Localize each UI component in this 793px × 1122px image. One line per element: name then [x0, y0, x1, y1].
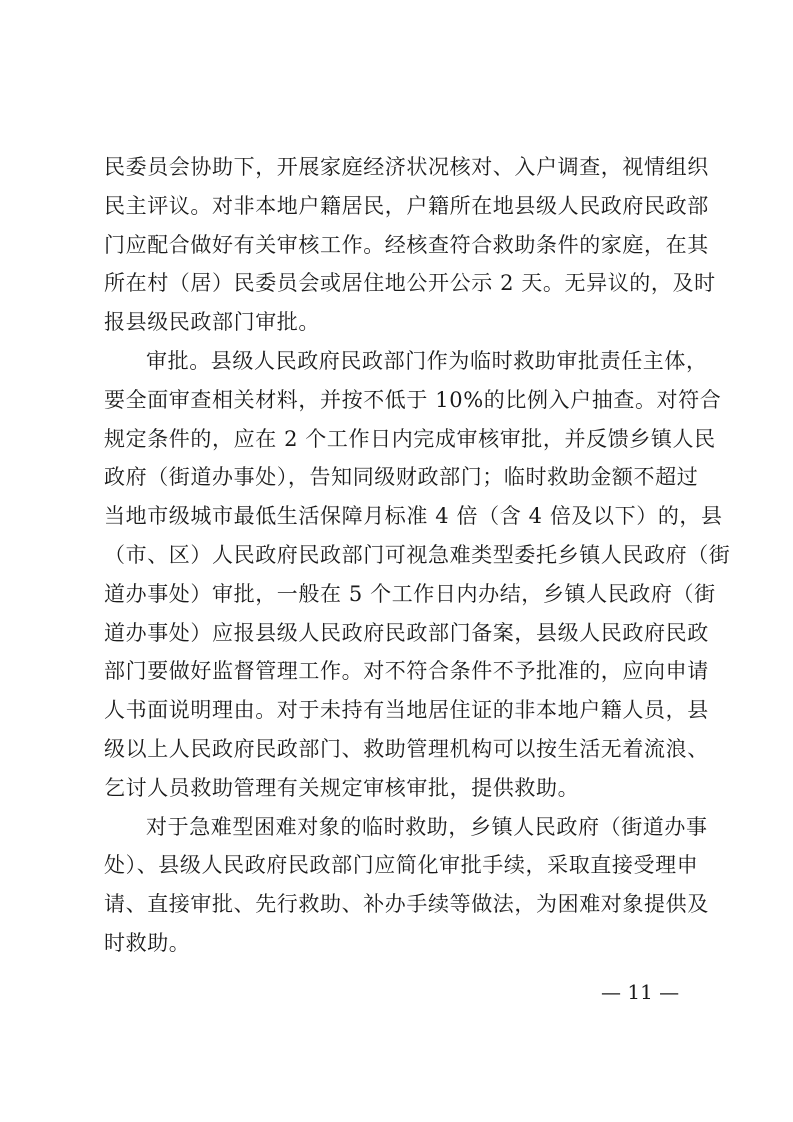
text-line: 级以上人民政府民政部门、救助管理机构可以按生活无着流浪、: [104, 736, 709, 761]
page-number: — 11 —: [601, 980, 680, 1004]
text-line: 民委员会协助下，开展家庭经济状况核对、入户调查，视情组织: [104, 155, 709, 179]
paragraph-start-line: 对于急难型困难对象的临时救助，乡镇人民政府（街道办事: [146, 814, 708, 839]
text-line: 处）、县级人民政府民政部门应简化审批手续，采取直接受理申: [104, 853, 699, 878]
text-line: （市、区）人民政府民政部门可视急难类型委托乡镇人民政府（街: [104, 542, 731, 567]
body-text: [104, 148, 731, 963]
text-line: 要全面审查相关材料，并按不低于 10%的比例入户抽查。对符合: [104, 387, 722, 412]
text-line: 门应配合做好有关审核工作。经核查符合救助条件的家庭，在其: [104, 232, 709, 257]
text-line: 道办事处）应报县级人民政府民政部门备案，县级人民政府民政: [104, 620, 709, 645]
text-line: 部门要做好监督管理工作。对不符合条件不予批准的，应向申请: [104, 659, 709, 684]
text-line: 人书面说明理由。对于未持有当地居住证的非本地户籍人员，县: [104, 698, 709, 723]
text-line: 规定条件的，应在 2 个工作日内完成审核审批，并反馈乡镇人民: [104, 426, 716, 451]
text-line: 当地市级城市最低生活保障月标准 4 倍（含 4 倍及以下）的，县: [104, 504, 723, 529]
text-line: 政府（街道办事处），告知同级财政部门；临时救助金额不超过: [104, 465, 699, 490]
text-line: 所在村（居）民委员会或居住地公开公示 2 天。无异议的，及时: [104, 271, 716, 296]
text-line: 请、直接审批、先行救助、补办手续等做法，为困难对象提供及: [104, 892, 709, 917]
paragraph-start-line: 审批。县级人民政府民政部门作为临时救助审批责任主体，: [146, 348, 708, 373]
text-line: 道办事处）审批，一般在 5 个工作日内办结，乡镇人民政府（街: [104, 581, 716, 606]
text-line: 民主评议。对非本地户籍居民，户籍所在地县级人民政府民政部: [104, 193, 709, 218]
text-line: 报县级民政部门审批。: [104, 310, 320, 335]
text-line: 时救助。: [104, 930, 191, 955]
text-line: 乞讨人员救助管理有关规定审核审批，提供救助。: [104, 775, 580, 800]
